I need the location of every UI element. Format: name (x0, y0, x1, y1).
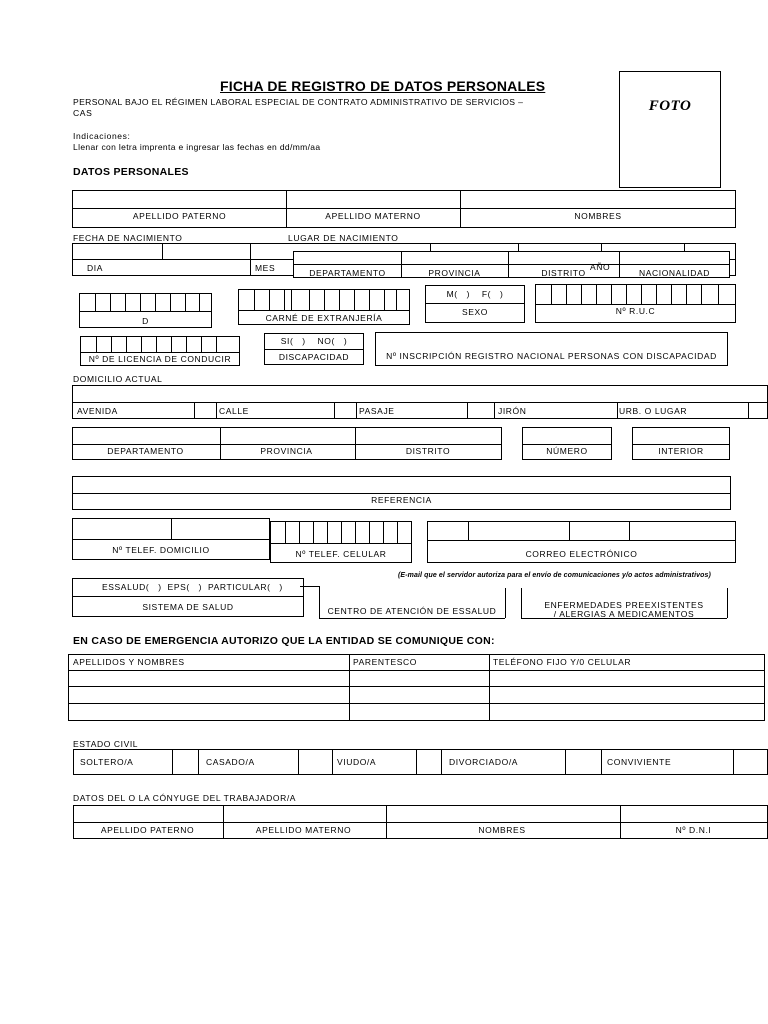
enfermedades-right (727, 588, 728, 618)
label-correo: CORREO ELECTRÓNICO (525, 549, 638, 559)
label-enfermedades-1: ENFERMEDADES PREEXISTENTES (544, 600, 704, 610)
label-mes: MES (255, 263, 276, 273)
label-enfermedades-2: / ALERGIAS A MEDICAMENTOS (553, 610, 695, 618)
label-apellido-materno: APELLIDO MATERNO (325, 211, 421, 221)
label-apellido-paterno: APELLIDO PATERNO (132, 211, 227, 221)
label-anio: AÑO (590, 262, 611, 272)
label-domicilio-actual: DOMICILIO ACTUAL (73, 374, 163, 384)
label-nombres: NOMBRES (574, 211, 622, 221)
label-pasaje: PASAJE (359, 406, 395, 416)
label-departamento-nac: DEPARTAMENTO (309, 268, 386, 278)
label-nacionalidad: NACIONALIDAD (639, 268, 710, 278)
regime-line-1: PERSONAL BAJO EL RÉGIMEN LABORAL ESPECIAL DE CONTRATO ADMINISTRATIVO DE SERVICIOS – (73, 97, 524, 107)
label-casado: CASADO/A (206, 757, 255, 767)
label-conyuge-nombres: NOMBRES (478, 825, 526, 835)
label-soltero: SOLTERO/A (80, 757, 134, 767)
label-distrito-nac: DISTRITO (541, 268, 586, 278)
label-conyuge-paterno: APELLIDO PATERNO (100, 825, 195, 835)
photo-label: FOTO (648, 98, 692, 114)
centro-atencion-right (505, 588, 506, 618)
enfermedades-base (521, 618, 727, 619)
label-tel-domicilio: Nº TELEF. DOMICILIO (112, 545, 210, 555)
label-interior: INTERIOR (658, 446, 704, 456)
label-estado-civil: ESTADO CIVIL (73, 739, 139, 749)
label-provincia-nac: PROVINCIA (428, 268, 481, 278)
label-conyuge-materno: APELLIDO MATERNO (255, 825, 352, 835)
label-conyuge-dni: Nº D.N.I (675, 825, 712, 835)
label-lugar-nacimiento: LUGAR DE NACIMIENTO (288, 233, 399, 243)
label-numero: NÚMERO (546, 446, 588, 456)
section-title-emergencia: EN CASO DE EMERGENCIA AUTORIZO QUE LA ENTIDAD SE COMUNIQUE CON: (73, 635, 495, 647)
col-telefono: TELÉFONO FIJO Y/0 CELULAR (493, 657, 632, 667)
label-registro-disc: Nº INSCRIPCIÓN REGISTRO NACIONAL PERSONAS CON DISCAPACIDAD (386, 351, 717, 361)
label-provincia-dom: PROVINCIA (260, 446, 313, 456)
col-apellidos-nombres: APELLIDOS Y NOMBRES (73, 657, 185, 667)
label-discapacidad: DISCAPACIDAD (278, 352, 350, 362)
ruc-box[interactable] (535, 284, 736, 323)
label-divorciado: DIVORCIADO/A (449, 757, 519, 767)
regime-line-2: CAS (73, 108, 93, 118)
label-calle: CALLE (219, 406, 249, 416)
centro-atencion-base (319, 618, 505, 619)
indications-title: Indicaciones: (73, 131, 131, 141)
col-parentesco: PARENTESCO (353, 657, 417, 667)
label-viudo: VIUDO/A (337, 757, 377, 767)
label-tel-celular: Nº TELEF. CELULAR (295, 549, 387, 559)
salud-options[interactable]: ESSALUD( ) EPS( ) PARTICULAR( ) (102, 582, 283, 592)
label-centro-atencion: CENTRO DE ATENCIÓN DE ESSALUD (327, 606, 497, 616)
centro-atencion-line (300, 586, 320, 587)
label-fecha-nacimiento: FECHA DE NACIMIENTO (73, 233, 183, 243)
indications-text: Llenar con letra imprenta e ingresar las fechas en dd/mm/aa (73, 142, 321, 152)
label-datos-conyuge: DATOS DEL O LA CÓNYUGE DEL TRABAJADOR/A (73, 793, 297, 803)
label-dia: DIA (87, 263, 103, 273)
label-dni: D (142, 316, 149, 326)
label-conviviente: CONVIVIENTE (607, 757, 672, 767)
label-carne: CARNÉ DE EXTRANJERÍA (265, 313, 383, 323)
form-title: FICHA DE REGISTRO DE DATOS PERSONALES (220, 78, 546, 94)
label-ruc: Nº R.U.C (615, 306, 656, 316)
label-sistema-salud: SISTEMA DE SALUD (142, 602, 234, 612)
email-note: (E-mail que el servidor autoriza para el envío de comunicaciones y/o actos administrativos) (398, 572, 711, 579)
label-urb: URB. O LUGAR (619, 406, 688, 416)
label-licencia: Nº DE LICENCIA DE CONDUCIR (88, 354, 232, 364)
label-distrito-dom: DISTRITO (405, 446, 451, 456)
sexo-options[interactable]: M( ) F( ) (446, 289, 504, 299)
label-jiron: JIRÓN (498, 406, 527, 416)
label-avenida: AVENIDA (77, 406, 118, 416)
names-table[interactable] (72, 190, 736, 228)
photo-box[interactable] (619, 71, 721, 188)
discapacidad-options[interactable]: SI( ) NO( ) (280, 336, 348, 346)
label-referencia: REFERENCIA (371, 495, 432, 505)
section-title-personal: DATOS PERSONALES (73, 166, 189, 178)
label-departamento-dom: DEPARTAMENTO (107, 446, 184, 456)
label-sexo: SEXO (461, 307, 489, 317)
